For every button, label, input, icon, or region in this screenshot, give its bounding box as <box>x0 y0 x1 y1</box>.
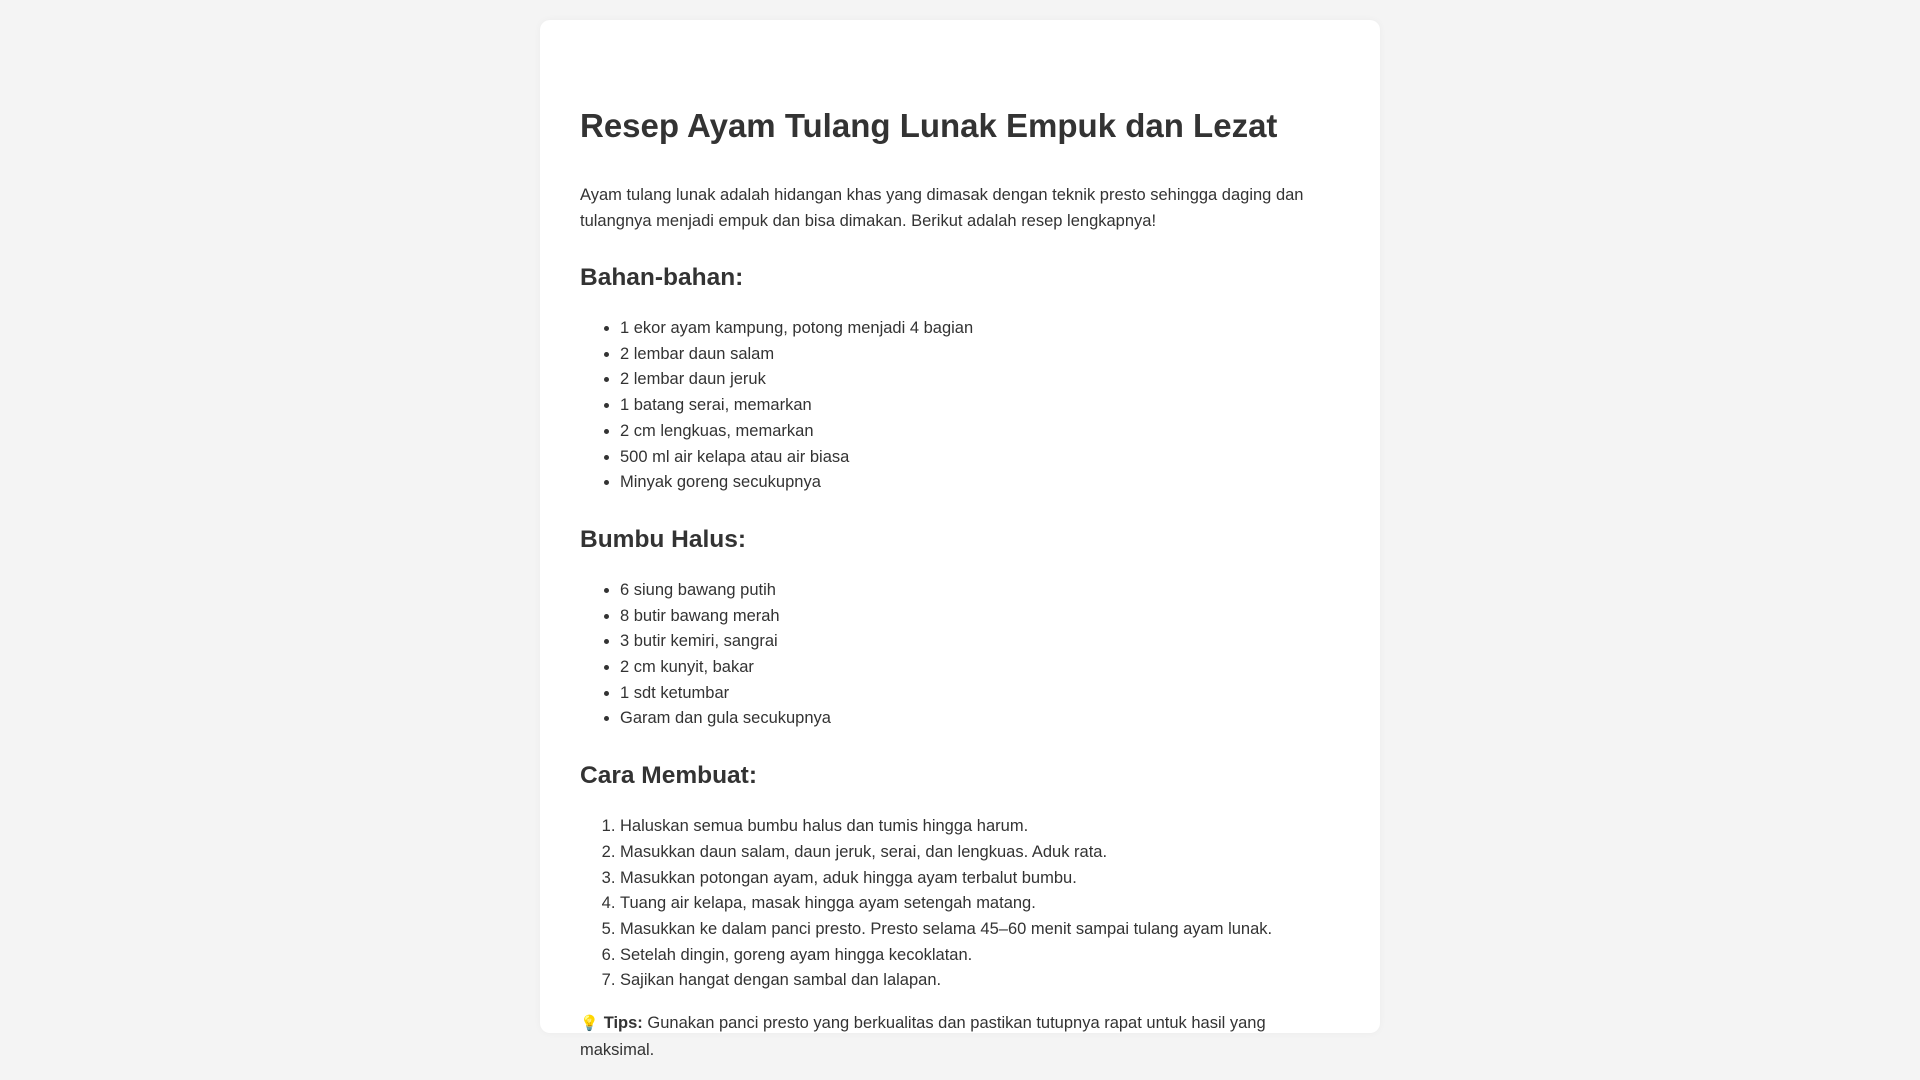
recipe-card <box>540 20 1380 1060</box>
lightbulb-icon: 💡 <box>580 1015 599 1033</box>
page-title: Resep Ayam Tulang Lunak Empuk dan Lezat <box>580 107 1278 144</box>
step-item: 2. Masukkan daun salam, daun jeruk, serai, dan lengkuas. Aduk rata. <box>620 840 1340 866</box>
step-item: 6. Setelah dingin, goreng ayam hingga kecoklatan. <box>620 943 1340 969</box>
list-item: • 3 butir kemiri, sangrai <box>620 629 1340 655</box>
list-item: • Garam dan gula secukupnya <box>620 706 1340 732</box>
list-item: • 1 ekor ayam kampung, potong menjadi 4 bagian <box>620 316 1340 342</box>
list-item: • 8 butir bawang merah <box>620 604 1340 630</box>
section-heading-cara: Cara Membuat: <box>580 762 757 790</box>
step-item: 1. Haluskan semua bumbu halus dan tumis hingga harum. <box>620 814 1340 840</box>
step-item: 4. Tuang air kelapa, masak hingga ayam setengah matang. <box>620 891 1340 917</box>
list-item: • 2 cm lengkuas, memarkan <box>620 419 1340 445</box>
step-item: 5. Masukkan ke dalam panci presto. Presto selama 45–60 menit sampai tulang ayam lunak. <box>620 917 1340 943</box>
tips-label: Tips: <box>603 1014 643 1033</box>
section-heading-bahan: Bahan-bahan: <box>580 264 744 291</box>
bumbu-list <box>580 578 1340 732</box>
list-item: • 1 sdt ketumbar <box>620 681 1340 707</box>
list-item: • 2 lembar daun salam <box>620 342 1340 368</box>
list-item: • Minyak goreng secukupnya <box>620 470 1340 496</box>
section-heading-bumbu: Bumbu Halus: <box>580 525 747 553</box>
list-item: • 500 ml air kelapa atau air biasa <box>620 445 1340 471</box>
step-item: 7. Sajikan hangat dengan sambal dan lalapan. <box>620 968 1340 994</box>
list-item: • 6 siung bawang putih <box>620 578 1340 604</box>
steps-list <box>580 814 1340 994</box>
tips-text: Gunakan panci presto yang berkualitas dan pastikan tutupnya rapat untuk hasil yang maksimal. <box>580 1014 1266 1060</box>
list-item: • 1 batang serai, memarkan <box>620 393 1340 419</box>
bahan-list <box>580 316 1340 496</box>
intro-paragraph: Ayam tulang lunak adalah hidangan khas yang dimasak dengan teknik presto sehingga daging dan tulangnya menjadi empuk dan bisa dimakan. Berikut adalah resep lengkapnya! <box>580 186 1304 230</box>
list-item: • 2 lembar daun jeruk <box>620 367 1340 393</box>
list-item: • 2 cm kunyit, bakar <box>620 655 1340 681</box>
tips-paragraph <box>580 1010 1340 1063</box>
step-item: 3. Masukkan potongan ayam, aduk hingga ayam terbalut bumbu. <box>620 866 1340 892</box>
